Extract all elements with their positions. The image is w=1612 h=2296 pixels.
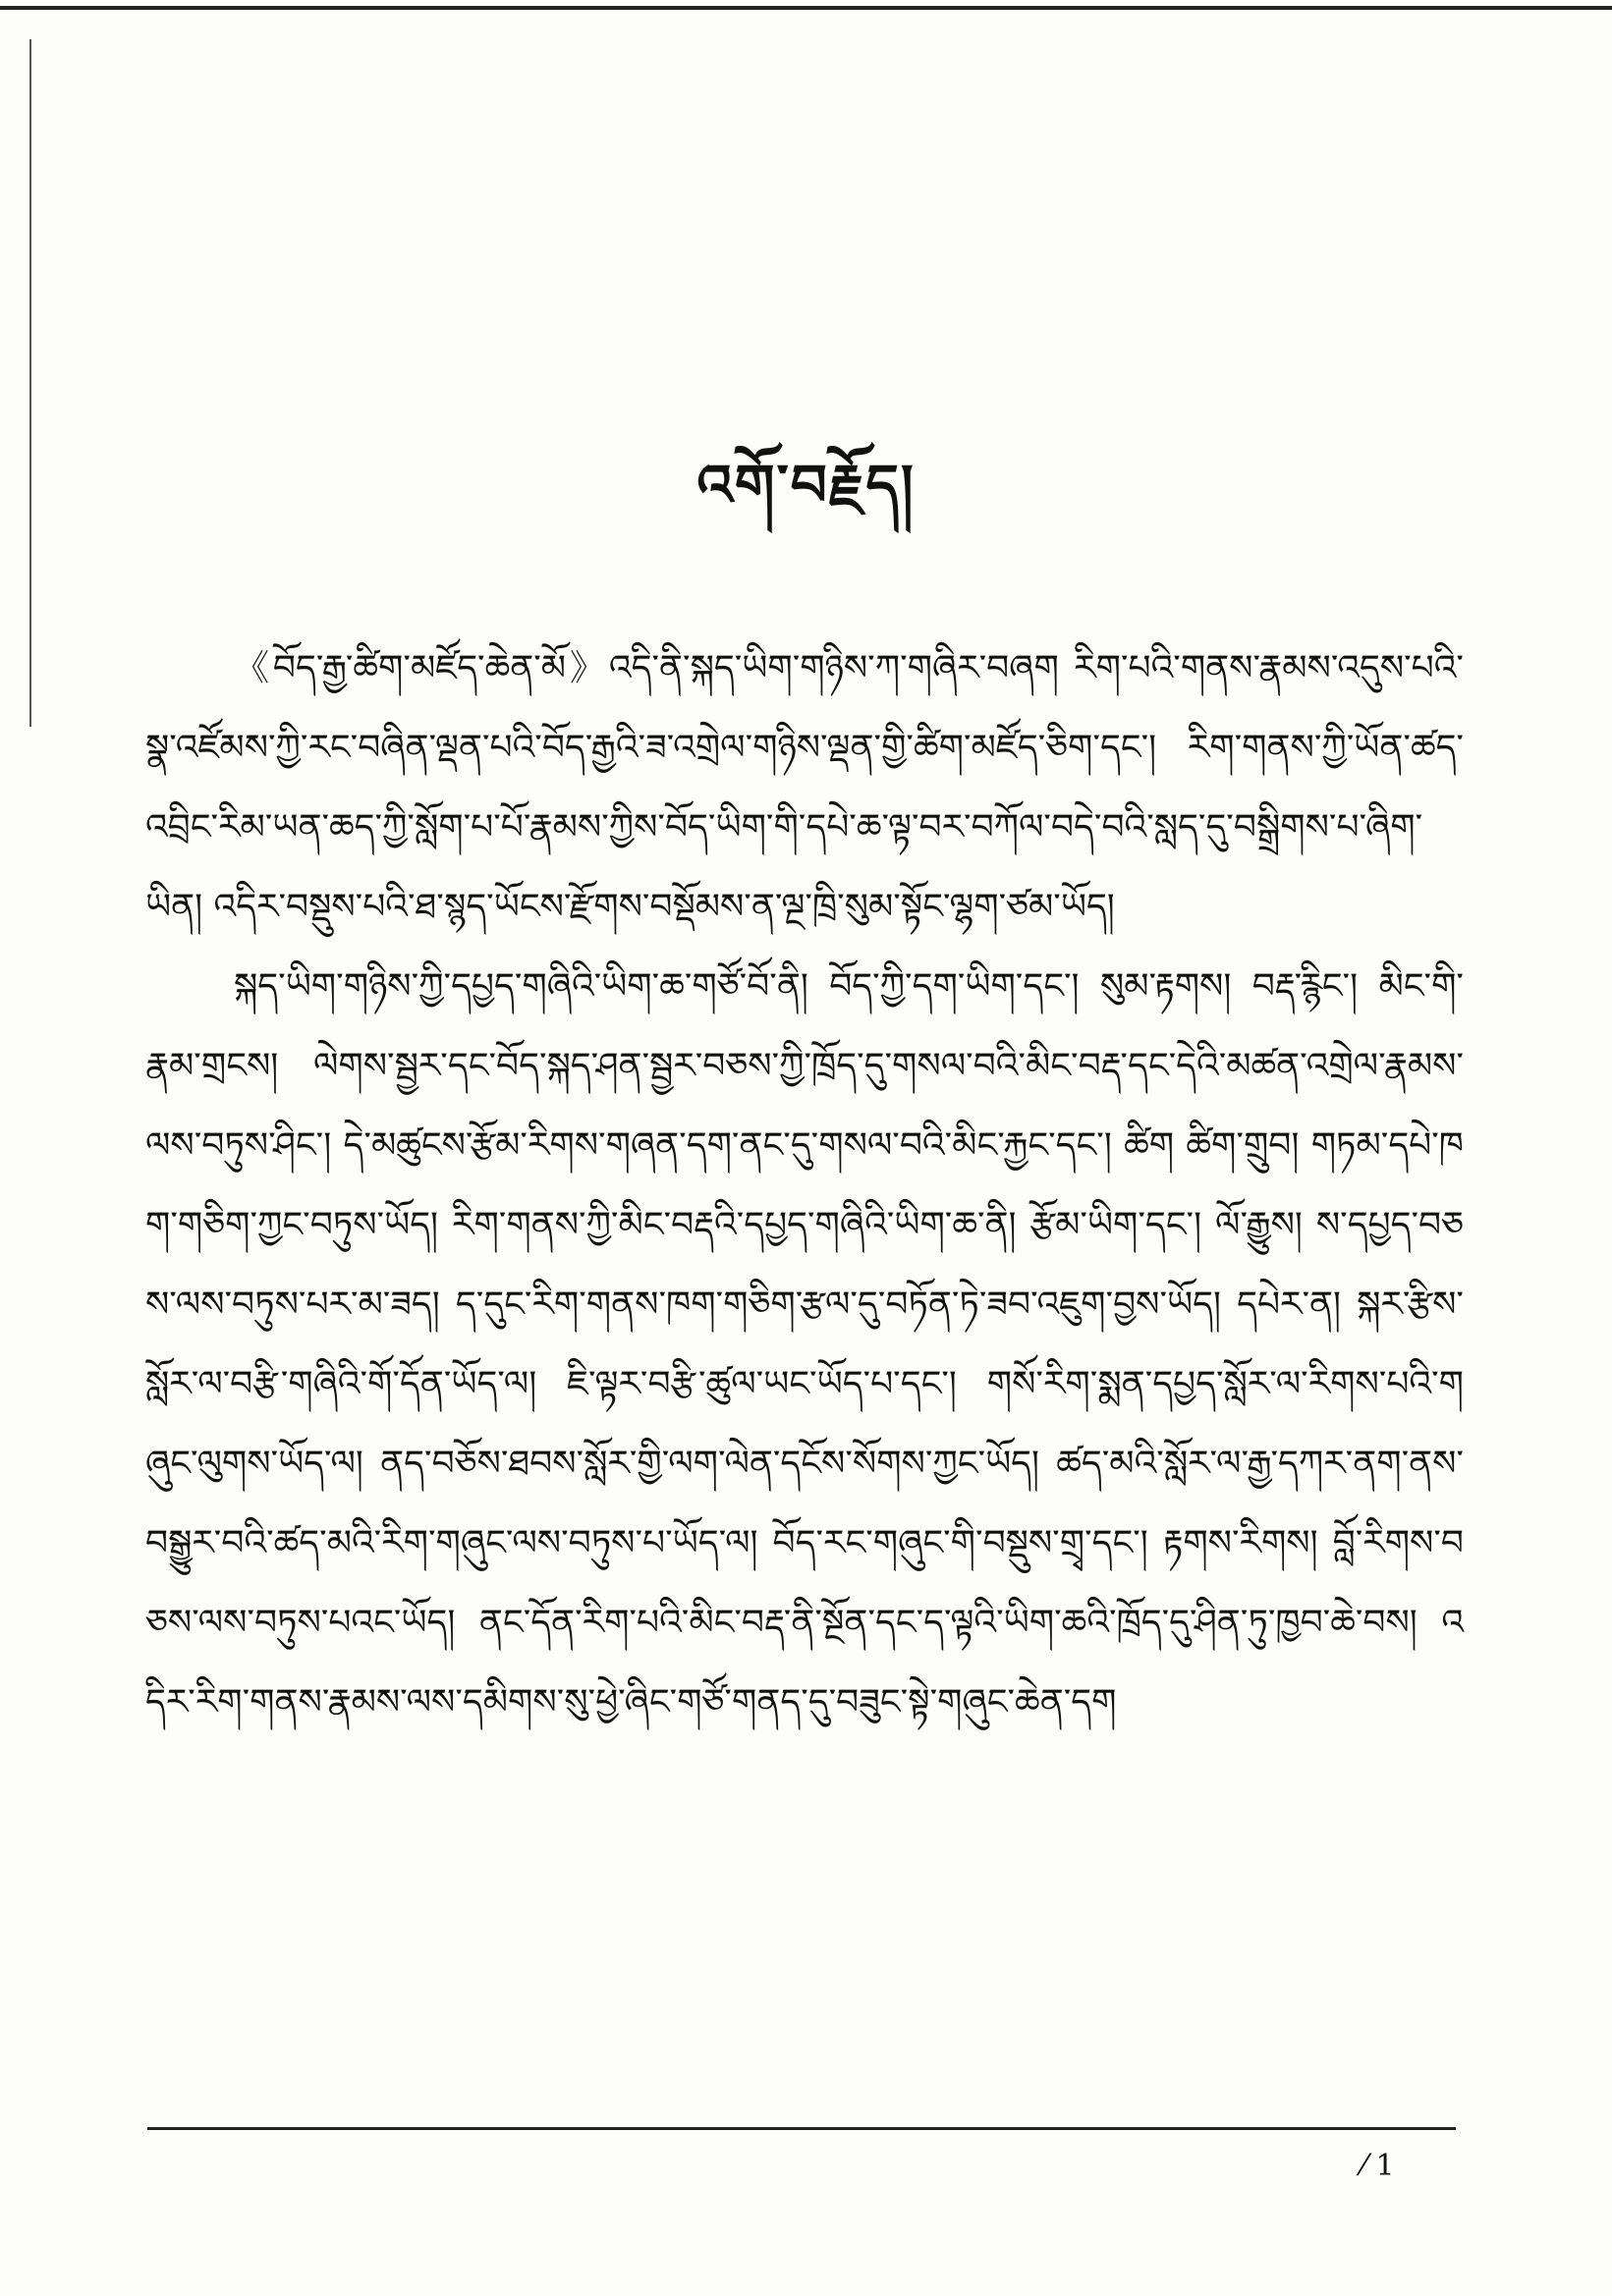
top-rule (0, 6, 1612, 10)
bottom-rule (147, 2127, 1456, 2130)
paragraph-2: སྐད་ཡིག་གཉིས་ཀྱི་དཔྱད་གཞིའི་ཡིག་ཆ་གཙོ་བོ་ནི། བོད་ཀྱི་དག་ཡིག་དང་། སུམ་རྟགས། བརྡ་རྙིང་། མིང་གི་རྣམ་གྲངས། ལེགས་སྦྱར་དང་བོད་སྐད་ཤན་སྦྱར་བཅས་ཀྱི་ཁྲོད་དུ་གསལ་བའི་མིང་བརྡ་དང་དེའི་མཚན་འགྲེལ་རྣམས་ལས་བཏུས་ཤིང་། དེ་མཚུངས་རྩོམ་རིགས་གཞན་དག་ནང་དུ་གསལ་བའི་མིང་རྐྱང་དང་། ཚིག ཚིག་གྲུབ། གཏམ་དཔེ་ཁག་གཅིག་ཀྱང་བཏུས་ཡོད། རིག་གནས་ཀྱི་མིང་བརྡའི་དཔྱད་གཞིའི་ཡིག་ཆ་ནི། རྩོམ་ཡིག་དང་། ལོ་རྒྱུས། ས་དཔྱད་བཅས་ལས་བཏུས་པར་མ་ཟད། ད་དུང་རིག་གནས་ཁག་གཅིག་རྩལ་དུ་བཏོན་ཏེ་ཟབ་འཇུག་བྱས་ཡོད། དཔེར་ན། སྐར་རྩིས་སློར་ལ་བརྩི་གཞིའི་གོ་དོན་ཡོད་ལ། ཇི་ལྟར་བརྩི་ཚུལ་ཡང་ཡོད་པ་དང་། གསོ་རིག་སྨན་དཔྱད་སློར་ལ་རིགས་པའི་གཞུང་ལུགས་ཡོད་ལ། ནད་བཅོས་ཐབས་སློར་གྱི་ལག་ལེན་དངོས་སོགས་ཀྱང་ཡོད། ཚད་མའི་སློར་ལ་རྒྱ་དཀར་ནག་ནས་བསྒྱུར་བའི་ཚད་མའི་རིག་གཞུང་ལས་བཏུས་པ་ཡོད་ལ། བོད་རང་གཞུང་གི་བསྡུས་གྲྭ་དང་། རྟགས་རིགས། བློ་རིགས་བཅས་ལས་བཏུས་པའང་ཡོད། ནང་དོན་རིག་པའི་མིང་བརྡ་ནི་སྔོན་དང་ད་ལྟའི་ཡིག་ཆའི་ཁྲོད་དུ་ཤིན་ཏུ་ཁྱབ་ཆེ་བས། འདིར་རིག་གནས་རྣམས་ལས་དམིགས་སུ་ཕྱེ་ཞིང་གཙོ་གནད་དུ་བཟུང་སྟེ་གཞུང་ཆེན་དག (145, 966, 1464, 1722)
paragraph-1: 《བོད་རྒྱ་ཚིག་མཛོད་ཆེན་མོ》འདི་ནི་སྐད་ཡིག་གཉིས་ཀ་གཞིར་བཞག རིག་པའི་གནས་རྣམས་འདུས་པའི་སྣ་འཛོམས་ཀྱི་རང་བཞིན་ལྡན་པའི་བོད་རྒྱའི་ཟ་འགྲེལ་གཉིས་ལྡན་གྱི་ཚིག་མཛོད་ཅིག་དང་། རིག་གནས་ཀྱི་ཡོན་ཚད་འབྲིང་རིམ་ཡན་ཆད་ཀྱི་སློག་པ་པོ་རྣམས་ཀྱིས་བོད་ཡིག་གི་དཔེ་ཆ་ལྟ་བར་བཀོལ་བདེ་བའི་སླད་དུ་བསྒྲིགས་པ་ཞིག་ཡིན། འདིར་བསྡུས་པའི་ཐ་སྙད་ཡོངས་རྫོགས་བསྡོམས་ན་ལྔ་ཁྲི་སུམ་སྟོང་ལྷག་ཙམ་ཡོད། (145, 648, 1464, 927)
page-number: ⁄ 1 (1362, 2149, 1395, 2183)
page-edge-mark (29, 39, 31, 727)
body-text (145, 629, 1464, 1742)
page-title: འགོ་བརྗོད། (696, 452, 916, 519)
